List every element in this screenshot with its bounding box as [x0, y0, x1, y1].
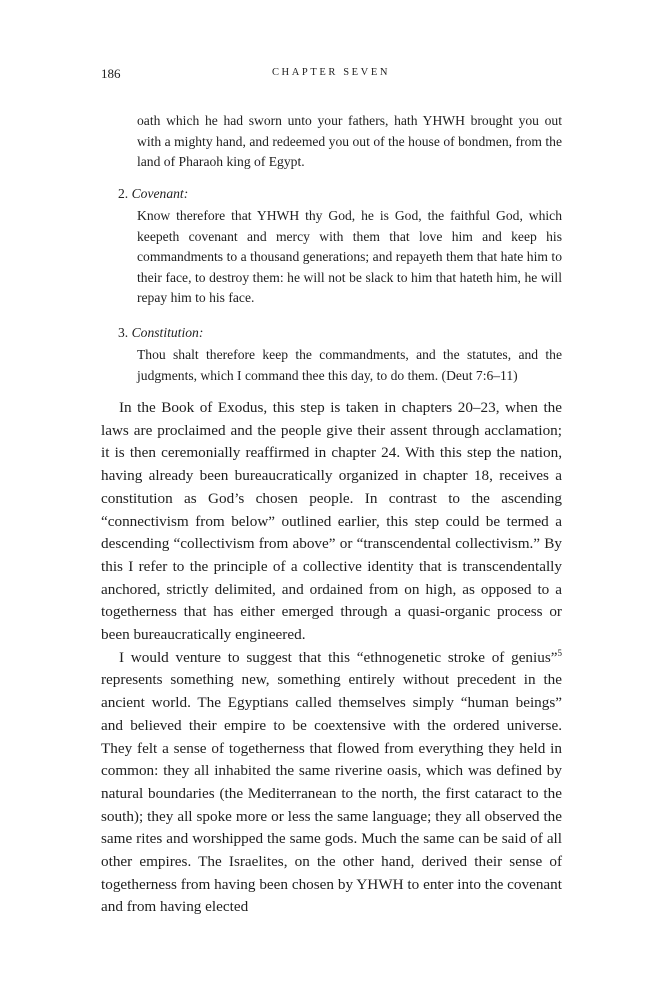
quote-continuation: oath which he had sworn unto your fathers, hath YHWH brought you out with a mighty hand, and redeemed you out of the house of bondmen, from the land of Pharaoh king of Egypt. [137, 113, 562, 170]
list-item-title [118, 184, 562, 204]
list-item-title [118, 323, 562, 343]
paragraph: In the Book of Exodus, this step is taken in chapters 20–23, when the laws are proclaimed and the people give their assent through acclamation; it is then ceremonially reaffirmed in chapter 24. With this step the nation, having already been bureaucratically organized in chapter 18, receives a constitution as God’s chosen people. In contrast to the ascending “connectivism from below” outlined earlier, this step could be termed a descending “collectivism from above” or “transcendental collectivism.” By this I refer to the principle of a collective identity that is transcendentally anchored, strictly delimited, and ordained from on high, as opposed to a togetherness that has either emerged through a quasi-organic process or been bureaucratically engineered. [101, 399, 562, 644]
page-header [101, 66, 561, 86]
list-item-heading: Constitution: [131, 325, 204, 340]
footnote-marker: 5 [557, 647, 562, 658]
list-item-number: 3. [118, 325, 129, 340]
paragraph-text: I would venture to suggest that this “ethnogenetic stroke of genius” [119, 648, 558, 666]
running-head: CHAPTER SEVEN [271, 67, 391, 78]
list-item-quote: Thou shalt therefore keep the commandments, and the statutes, and the judgments, which I command thee this day, to do them. (Deut 7:6–11) [137, 347, 562, 383]
page-number: 186 [101, 66, 121, 81]
list-item-covenant [118, 184, 562, 309]
list-item-number: 2. [118, 186, 129, 201]
list-item-quote: Know therefore that YHWH thy God, he is God, the faithful God, which keepeth covenant and mercy with them that love him and keep his commandments to a thousand generations; and repayeth them that hate him to their face, to destroy them: he will not be slack to him that hateth him, he will repay him to his face. [137, 208, 562, 306]
list-item-heading: Covenant: [131, 186, 189, 201]
list-item-constitution [118, 323, 562, 386]
paragraph-text: represents something new, something entirely without precedent in the ancient world. The Egyptians called themselves simply “human beings” and believed their empire to be coextensive with the ordered universe. They felt a sense of togetherness that flowed from everything they held in common: they all inhabited the same riverine oasis, which was defined by natural boundaries (the Mediterranean to the north, the first cataract to the south); they all spoke more or less the same language; they all observed the same rites and worshipped the same gods. Much the same can be said of all other empires. The Israelites, on the other hand, derived their sense of togetherness from having been chosen by YHWH to enter into the covenant and from having elected [101, 671, 562, 916]
paragraph [101, 647, 562, 919]
body-text [101, 397, 562, 919]
